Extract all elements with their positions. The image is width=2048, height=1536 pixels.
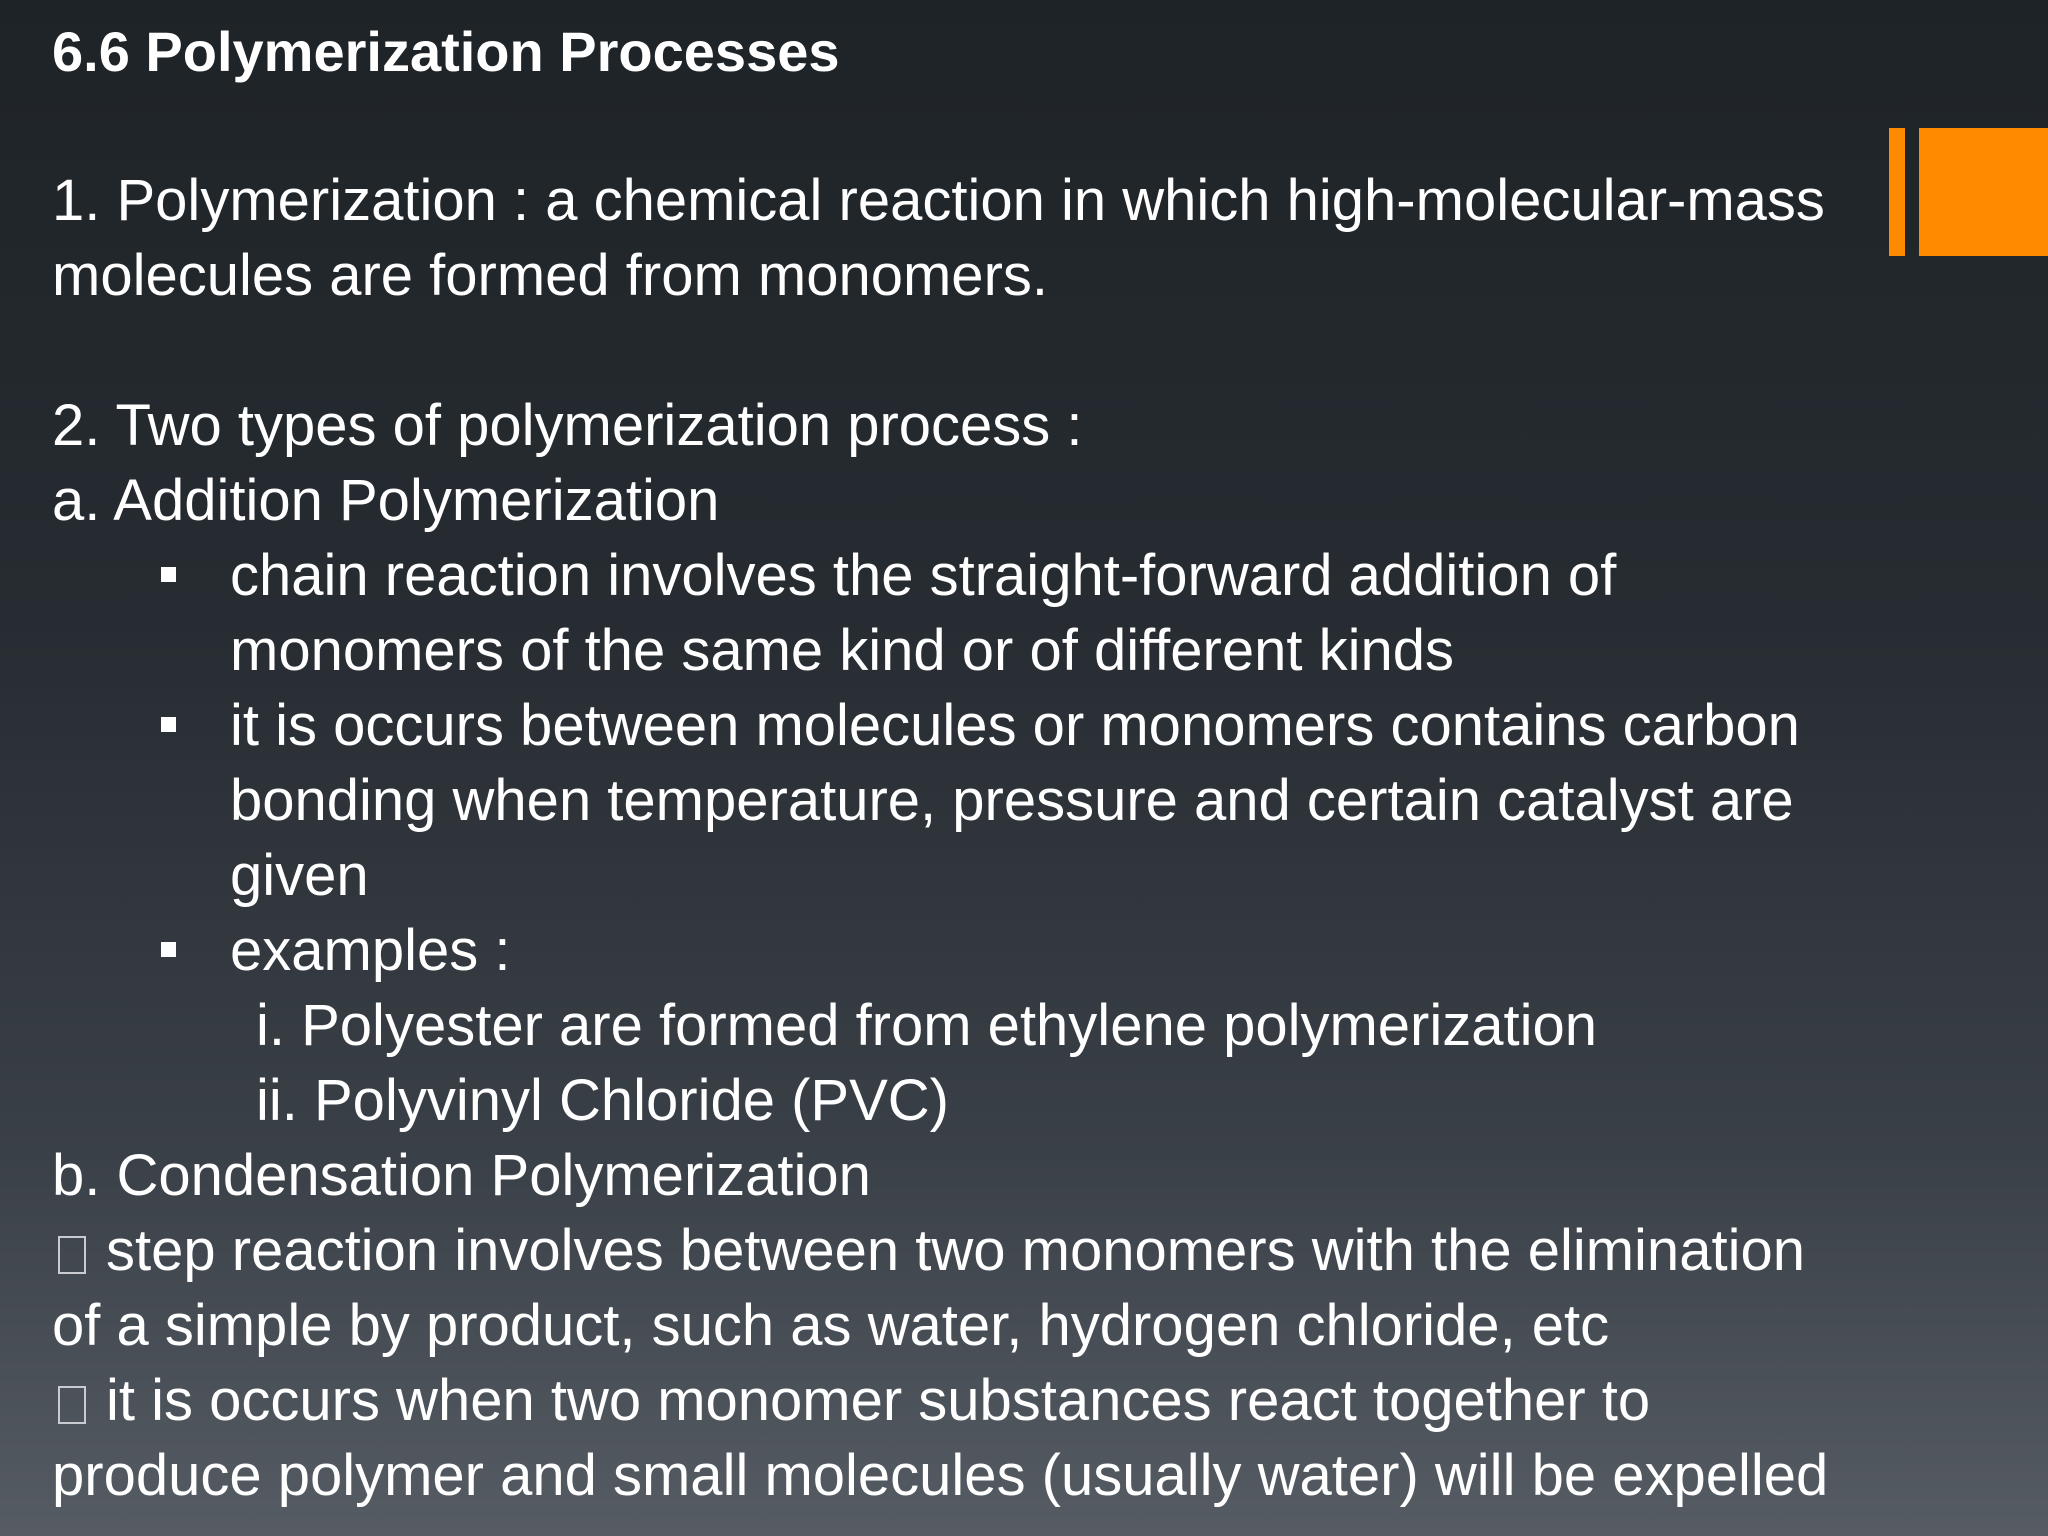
condensation-heading: b. Condensation Polymerization [52,1143,871,1208]
addition-heading: a. Addition Polymerization [52,468,720,533]
definition-line-1: 1. Polymerization : a chemical reaction in which high-molecular-mass [52,168,1825,233]
condensation-item-2-text: it is occurs when two monomer substances react together to [106,1368,1651,1433]
condensation-item-1-line-1 [52,1213,1805,1288]
example-item-1: i. Polyester are formed from ethylene polymerization [256,993,1598,1058]
condensation-item-2-line-2: produce polymer and small molecules (usually water) will be expelled [52,1443,1829,1508]
missing-glyph-box-icon [58,1386,86,1424]
definition-line-2: molecules are formed from monomers. [52,243,1048,308]
addition-bullet-2-line-1: it is occurs between molecules or monomers contains carbon [230,693,1800,758]
accent-bar-thin [1889,128,1905,256]
bullet-square-icon [161,717,176,732]
addition-bullet-1-line-2: monomers of the same kind or of different kinds [230,618,1454,683]
example-item-2: ii. Polyvinyl Chloride (PVC) [256,1068,949,1133]
slide-title: 6.6 Polymerization Processes [52,20,840,83]
accent-bar-wide [1919,128,2048,256]
condensation-item-2-line-1 [52,1363,1650,1438]
addition-bullet-1-line-1: chain reaction involves the straight-forward addition of [230,543,1617,608]
bullet-square-icon [161,942,176,957]
types-heading: 2. Two types of polymerization process : [52,393,1083,458]
addition-bullet-3-line-1: examples : [230,918,511,983]
condensation-item-1-line-2: of a simple by product, such as water, hydrogen chloride, etc [52,1293,1610,1358]
missing-glyph-box-icon [58,1236,86,1274]
bullet-square-icon [161,567,176,582]
addition-bullet-2-line-2: bonding when temperature, pressure and certain catalyst are [230,768,1794,833]
addition-bullet-2-line-3: given [230,843,369,908]
condensation-item-1-text: step reaction involves between two monomers with the elimination [106,1218,1805,1283]
